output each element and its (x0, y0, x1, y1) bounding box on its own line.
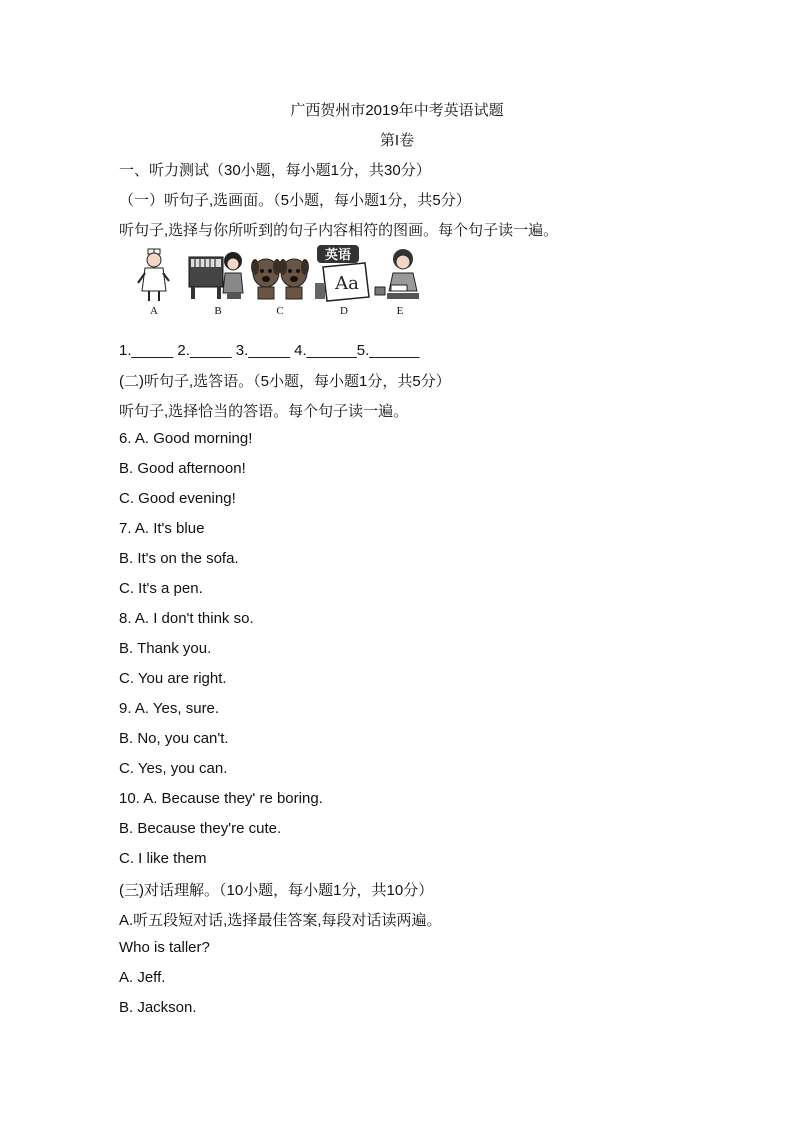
picture-c (249, 243, 311, 319)
question-text: Who is taller? (119, 939, 210, 956)
option-line: C. You are right. (119, 670, 227, 687)
option-line: 7. A. It's blue (119, 520, 205, 537)
option-line: B. No, you can't. (119, 730, 229, 747)
option-line: B. Because they're cute. (119, 820, 282, 837)
option-line: 6. A. Good morning! (119, 430, 253, 447)
volume-heading: 第I卷 (379, 132, 415, 149)
picture-row (119, 243, 447, 319)
dogs-icon (249, 243, 311, 305)
exam-title: 广西贺州市2019年中考英语试题 (290, 102, 504, 119)
part1-heading: （一）听句子,选画面。（5小题，每小题1分，共5分） (119, 192, 471, 209)
board-text: Aa (335, 273, 359, 294)
sign-text: 英语 (324, 248, 352, 263)
option-line: 8. A. I don't think so. (119, 610, 254, 627)
part3-instruction: A.听五段短对话,选择最佳答案,每段对话读两遍。 (119, 912, 442, 929)
picture-label-e: E (396, 305, 404, 317)
picture-label-b: B (214, 305, 222, 317)
option-line: C. Yes, you can. (119, 760, 228, 777)
picture-a (123, 243, 185, 319)
picture-label-a: A (150, 305, 158, 317)
part3-heading: (三)对话理解。（10小题，每小题1分，共10分） (119, 882, 434, 899)
piano-icon (187, 243, 249, 305)
option-line: A. Jeff. (119, 969, 166, 986)
picture-b (187, 243, 249, 319)
option-line: C. I like them (119, 850, 207, 867)
part1-instruction: 听句子,选择与你所听到的句子内容相符的图画。每个句子读一遍。 (119, 222, 559, 239)
option-line: B. Thank you. (119, 640, 212, 657)
part2-heading: (二)听句子,选答语。（5小题，每小题1分，共5分） (119, 373, 451, 390)
part2-instruction: 听句子,选择恰当的答语。每个句子读一遍。 (119, 403, 409, 420)
option-line: 9. A. Yes, sure. (119, 700, 220, 717)
section-heading: 一、听力测试（30小题，每小题1分，共30分） (119, 162, 431, 179)
option-line: B. It's on the sofa. (119, 550, 239, 567)
option-line: C. It's a pen. (119, 580, 203, 597)
picture-label-c: C (276, 305, 284, 317)
nurse-icon (123, 243, 185, 305)
picture-e (369, 243, 431, 319)
option-line: B. Good afternoon! (119, 460, 246, 477)
option-line: B. Jackson. (119, 999, 197, 1016)
picture-label-d: D (340, 305, 348, 317)
answer-blanks: 1._____ 2._____ 3._____ 4.______5.______ (119, 342, 420, 359)
option-line: C. Good evening! (119, 490, 236, 507)
option-line: 10. A. Because they' re boring. (119, 790, 323, 807)
girl-reading-icon (369, 243, 431, 305)
